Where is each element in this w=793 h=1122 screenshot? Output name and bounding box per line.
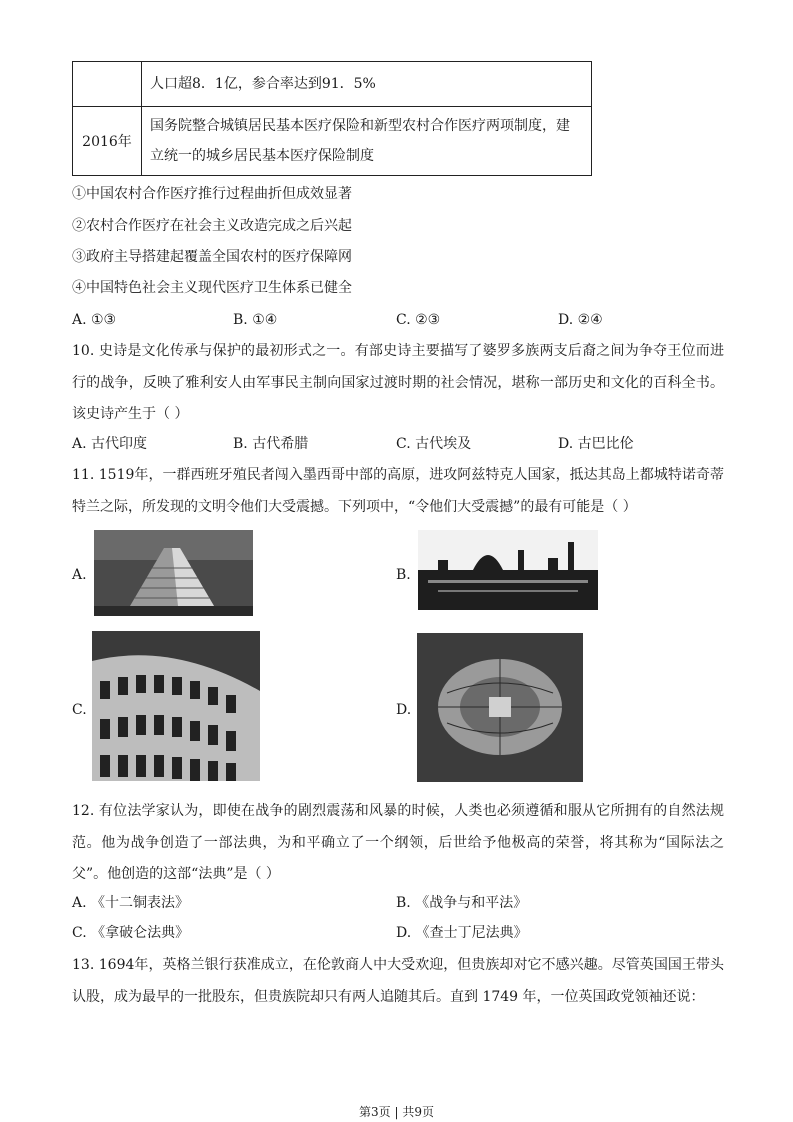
- q10-stem: 10. 史诗是文化传承与保护的最初形式之一。有部史诗主要描写了婆罗多族两支后裔之间为争夺王位而进行的战争，反映了雅利安人由军事民主制向国家过渡时期的社会情况，堪称一部历史和文化的百科全书。该史诗产生于（ ）: [72, 343, 724, 422]
- q12-option-c[interactable]: C. 《拿破仑法典》: [72, 925, 190, 941]
- q9-statement-4: ④中国特色社会主义现代医疗卫生体系已健全: [72, 280, 352, 296]
- pyramid-image: [94, 530, 253, 616]
- table-row: [73, 62, 592, 107]
- q10-option-d[interactable]: D. 古巴比伦: [558, 436, 634, 452]
- q11-option-d-image[interactable]: [417, 633, 583, 782]
- q11-option-c-image[interactable]: [92, 631, 260, 781]
- table-year-cell: [73, 62, 142, 107]
- q11-option-c-label[interactable]: C.: [72, 702, 87, 718]
- q12-option-b[interactable]: B. 《战争与和平法》: [396, 895, 528, 911]
- colosseum-image: [92, 631, 260, 781]
- table-text-cell: 人口超8．1亿，参合率达到91．5%: [142, 62, 592, 107]
- table-year-cell: 2016年: [73, 107, 142, 176]
- q11-option-a-label[interactable]: A.: [72, 567, 87, 583]
- island-city-image: [417, 633, 583, 782]
- q9-statement-1: ①中国农村合作医疗推行过程曲折但成效显著: [72, 186, 352, 202]
- q12-option-a[interactable]: A. 《十二铜表法》: [72, 895, 190, 911]
- q10-option-c[interactable]: C. 古代埃及: [396, 436, 472, 452]
- q9-option-b[interactable]: B. ①④: [233, 312, 278, 328]
- table-text-cell: 国务院整合城镇居民基本医疗保险和新型农村合作医疗两项制度，建立统一的城乡居民基本医疗保险制度: [142, 107, 592, 176]
- q10-option-b[interactable]: B. 古代希腊: [233, 436, 309, 452]
- q9-option-d[interactable]: D. ②④: [558, 312, 603, 328]
- q10-option-a[interactable]: A. 古代印度: [72, 436, 148, 452]
- q12-stem: 12. 有位法学家认为，即使在战争的剧烈震荡和风暴的时候，人类也必须遵循和服从它所拥有的自然法规范。他为战争创造了一部法典，为和平确立了一个纲领，后世给予他极高的荣誉，将其称为“国际法之父”。他创造的这部“法典”是（ ）: [72, 803, 724, 882]
- q9-statement-3: ③政府主导搭建起覆盖全国农村的医疗保障网: [72, 249, 352, 265]
- q11-option-b-image[interactable]: [418, 530, 598, 610]
- data-table: [72, 61, 592, 176]
- q11-option-a-image[interactable]: [94, 530, 253, 616]
- q9-option-a[interactable]: A. ①③: [72, 312, 117, 328]
- q12-option-d[interactable]: D. 《查士丁尼法典》: [396, 925, 528, 941]
- q9-option-c[interactable]: C. ②③: [396, 312, 441, 328]
- page-footer: 第3页 | 共9页: [359, 1105, 434, 1119]
- q9-statement-2: ②农村合作医疗在社会主义改造完成之后兴起: [72, 218, 352, 234]
- q11-option-d-label[interactable]: D.: [396, 702, 412, 718]
- q11-option-b-label[interactable]: B.: [396, 567, 411, 583]
- q11-stem: 11. 1519年，一群西班牙殖民者闯入墨西哥中部的高原，进攻阿兹特克人国家，抵达其岛上都城特诺奇蒂特兰之际，所发现的文明令他们大受震撼。下列项中，“令他们大受震撼”的最有可能是（ ）: [72, 467, 724, 515]
- q13-stem: 13. 1694年，英格兰银行获准成立，在伦敦商人中大受欢迎，但贵族却对它不感兴趣。尽管英国国王带头认股，成为最早的一批股东，但贵族院却只有两人追随其后。直到 1749 年，一位英国政党领袖还说：: [72, 957, 724, 1005]
- cityscape-image: [418, 530, 598, 610]
- table-row: [73, 107, 592, 176]
